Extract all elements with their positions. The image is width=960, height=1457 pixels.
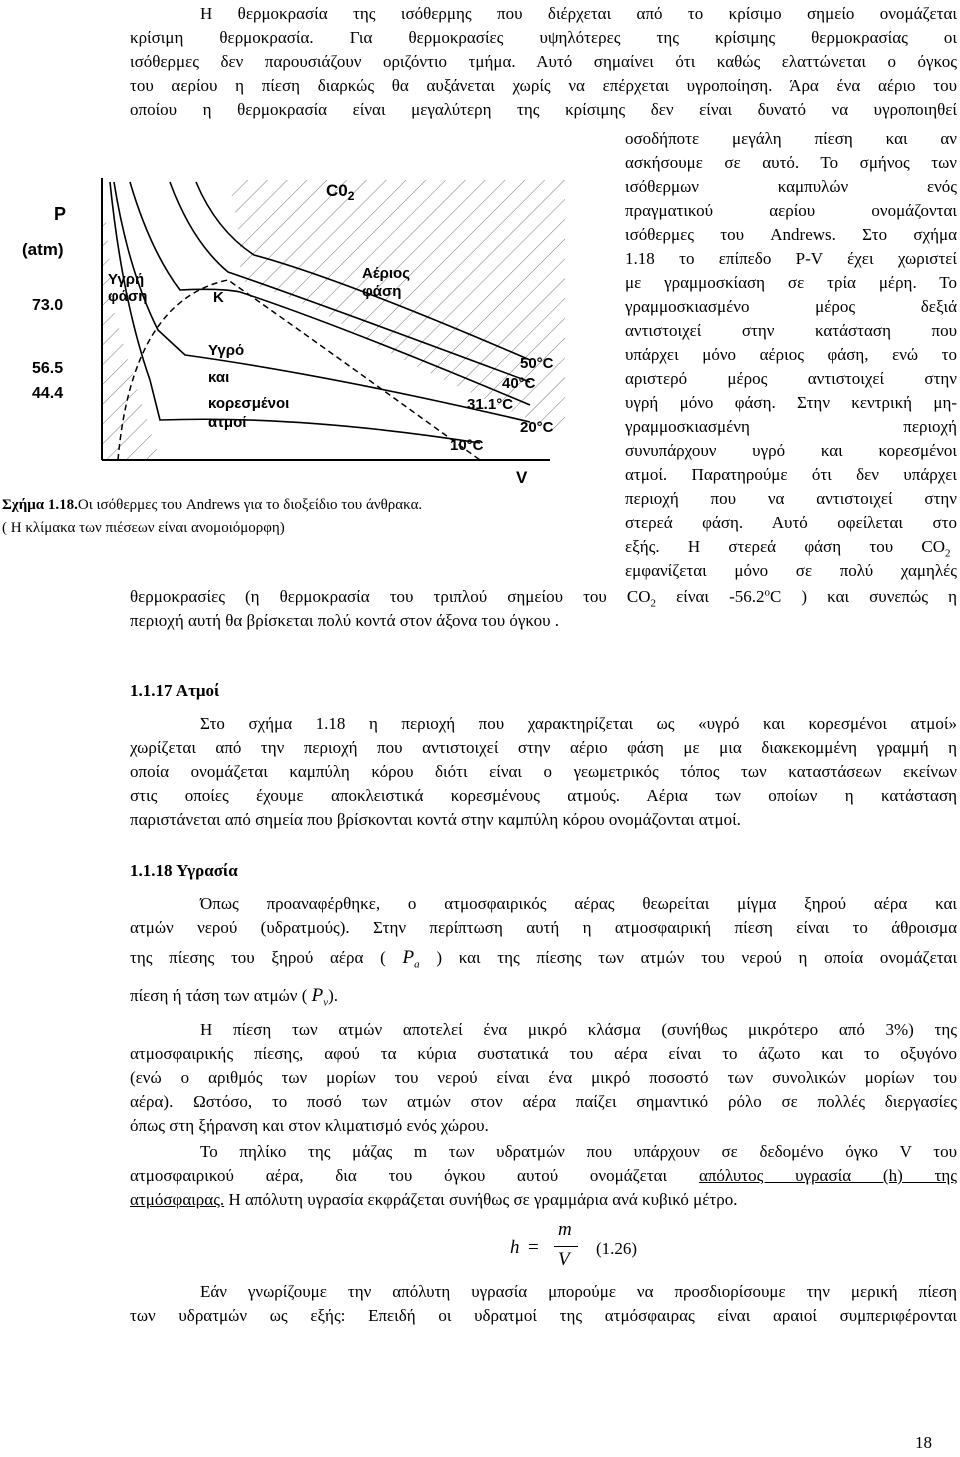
side-line: αριστερό μέρος αντιστοιχεί στην bbox=[625, 369, 957, 388]
paragraph-line: Η θερμοκρασία της ισόθερμης που διέρχεται από το κρίσιμο σημείο ονομάζεται bbox=[200, 4, 957, 23]
subscript: 2 bbox=[650, 597, 657, 610]
text-run: της πίεσης του ξηρού αέρα ( bbox=[130, 948, 386, 967]
side-line: πραγματικού αερίου ονομάζονται bbox=[625, 201, 957, 220]
text-run: Η απόλυτη υγρασία εκφράζεται συνήθως σε γραμμάρια ανά κυβικό μέτρο. bbox=[224, 1190, 738, 1209]
formula-equals: = bbox=[528, 1237, 539, 1258]
paragraph-line bbox=[130, 1188, 737, 1211]
paragraph-line: (ενώ ο αριθμός των μορίων του νερού είναι ένα μικρό ποσοστό των συνολικών μορίων του bbox=[130, 1068, 957, 1087]
side-line: συνυπάρχουν υγρό και κορεσμένοι bbox=[625, 441, 957, 460]
isotherm-label: 20°C bbox=[520, 419, 554, 436]
side-line: ισόθερμων καμπυλών ενός bbox=[625, 177, 957, 196]
axis-v-label: V bbox=[516, 468, 528, 487]
isotherm-label: 40°C bbox=[502, 375, 536, 392]
side-line: γραμμοσκιασμένο μέρος δεξιά bbox=[625, 297, 957, 316]
text-run: ) και της πίεσης των ατμών του νερού η οποία ονομάζεται bbox=[436, 948, 958, 967]
fraction-bar bbox=[554, 1246, 578, 1247]
text-run: ατμοσφαιρικού αέρα, δια του όγκου αυτού ονομάζεται bbox=[130, 1166, 699, 1185]
section-heading: 1.1.18 Υγρασία bbox=[130, 861, 238, 880]
caption-number: Σχήμα 1.18. bbox=[2, 497, 78, 513]
caption-text: Οι ισόθερμες του Andrews για το διοξείδιο του άνθρακα. bbox=[77, 497, 423, 513]
axis-unit-label: (atm) bbox=[22, 240, 64, 259]
tick-label: 73.0 bbox=[32, 297, 64, 314]
paragraph-line: Η πίεση των ατμών αποτελεί ένα μικρό κλάσμα (συνήθως μικρότερο από 3%) της bbox=[200, 1020, 957, 1039]
absolute-humidity-term: απόλυτος υγρασία (h) της bbox=[698, 1166, 957, 1185]
text-run: ). bbox=[328, 986, 339, 1005]
side-line bbox=[625, 535, 957, 558]
mix-label: και bbox=[208, 369, 230, 386]
formula-h: h bbox=[510, 1237, 520, 1258]
section-heading: 1.1.17 Ατμοί bbox=[130, 681, 220, 700]
pressure-symbol: P bbox=[402, 947, 415, 968]
superscript: o bbox=[764, 586, 770, 599]
liquid-region bbox=[102, 220, 160, 460]
paragraph-line bbox=[130, 946, 957, 969]
formula bbox=[510, 1219, 572, 1287]
tick-label: 56.5 bbox=[32, 360, 64, 377]
liquid-phase-label: Υγρή bbox=[108, 271, 145, 288]
paragraph-line: Όπως προαναφέρθηκε, ο ατμοσφαιρικός αέρας θεωρείται μίγμα ξηρού αέρα και bbox=[200, 894, 957, 913]
liquid-phase-label: φάση bbox=[108, 288, 148, 305]
formula-denominator: V bbox=[558, 1249, 570, 1270]
side-line: αντιστοιχεί στην κατάσταση που bbox=[625, 321, 957, 340]
gas-label-subscript: 2 bbox=[347, 189, 355, 203]
text-run: πίεση ή τάση των ατμών ( bbox=[130, 986, 308, 1005]
paragraph-line bbox=[130, 585, 957, 608]
side-line: ασκήσουμε σε αυτό. Το σμήνος των bbox=[625, 153, 957, 172]
mix-label: κορεσμένοι bbox=[208, 395, 290, 412]
paragraph-line: αέρα). Ωστόσο, το ποσό των ατμών στον αέρα παίζει σημαντικό ρόλο σε πολλές διεργασίες bbox=[130, 1092, 957, 1111]
isotherm-label: 10°C bbox=[450, 437, 484, 454]
isotherm-label: 50°C bbox=[520, 355, 554, 372]
side-line-text: εξής. Η στερεά φάση του CO bbox=[625, 537, 945, 556]
side-line: με γραμμοσκίαση σε τρία μέρη. Το bbox=[625, 273, 957, 292]
mix-label: Υγρό bbox=[208, 342, 245, 359]
pressure-symbol: P bbox=[311, 985, 324, 1006]
paragraph-line: ατμοσφαιρικής πίεσης, αφού τα κύρια συστατικά του αέρα είναι το άζωτο και το οξυγόνο bbox=[130, 1044, 957, 1063]
paragraph-line: κρίσιμη θερμοκρασία. Για θερμοκρασίες υψηλότερες της κρίσιμης θερμοκρασίας οι bbox=[130, 28, 957, 47]
paragraph-line bbox=[130, 984, 338, 1007]
text-run: είναι -56.2 bbox=[656, 587, 765, 606]
side-line: ισόθερμες του Andrews. Στο σχήμα bbox=[625, 225, 957, 244]
side-line: ατμοί. Παρατηρούμε ότι δεν υπάρχει bbox=[625, 465, 957, 484]
side-line: οσοδήποτε μεγάλη πίεση και αν bbox=[625, 129, 957, 148]
subscript: v bbox=[323, 996, 329, 1009]
paragraph-line: περιοχή αυτή θα βρίσκεται πολύ κοντά στον άξονα του όγκου . bbox=[130, 611, 560, 630]
side-line: στερεά φάση. Αυτό οφείλεται στο bbox=[625, 513, 957, 532]
paragraph-line: ατμών νερού (υδρατμούς). Στην περίπτωση αυτή η ατμοσφαιρική πίεση είναι το άθροισμα bbox=[130, 918, 957, 937]
paragraph-line bbox=[130, 1164, 957, 1187]
page-number: 18 bbox=[915, 1433, 932, 1452]
side-line: υγρή μόνο φάση. Στην κεντρική μη- bbox=[625, 393, 957, 412]
equation-number: (1.26) bbox=[596, 1239, 638, 1258]
paragraph-line: Το πηλίκο της μάζας m των υδρατμών που υπάρχουν σε δεδομένο όγκο V του bbox=[200, 1142, 957, 1161]
text-run: θερμοκρασίες (η θερμοκρασία του τριπλού σημείου του CO bbox=[130, 587, 651, 606]
paragraph-line: παριστάνεται από σημεία που βρίσκονται κοντά στην καμπύλη κόρου ονομάζονται ατμοί. bbox=[130, 810, 741, 829]
tick-label: 44.4 bbox=[32, 385, 64, 402]
paragraph-line: στις οποίες έχουμε αποκλειστικά κορεσμένους ατμούς. Αέρια των οποίων η κατάσταση bbox=[130, 786, 957, 805]
figure-caption bbox=[2, 497, 422, 514]
side-line: 1.18 το επίπεδο P-V έχει χωριστεί bbox=[625, 249, 957, 268]
mix-label: ατμοί bbox=[208, 414, 247, 431]
side-line: περιοχή που να αντιστοιχεί στην bbox=[625, 489, 957, 508]
paragraph-line: οποία ονομάζεται καμπύλη κόρου διότι είναι ο γεωμετρικός τόπος των καταστάσεων εκείνων bbox=[130, 762, 957, 781]
paragraph-line: οποίου η θερμοκρασία είναι μεγαλύτερη της κρίσιμης δεν είναι δυνατό να υγροποιηθεί bbox=[130, 100, 957, 119]
side-line: υπάρχει μόνο αέριος φάση, ενώ το bbox=[625, 345, 957, 364]
side-line: εμφανίζεται μόνο σε πολύ χαμηλές bbox=[625, 561, 957, 580]
paragraph-line: όπως στη ξήρανση και στον κλιματισμό ενός χώρου. bbox=[130, 1116, 489, 1135]
paragraph-line: Εάν γνωρίζουμε την απόλυτη υγρασία μπορούμε να προσδιορίσουμε την μερική πίεση bbox=[200, 1282, 957, 1301]
gas-label-text: C0 bbox=[326, 181, 348, 200]
subscript: a bbox=[414, 958, 420, 971]
gas-phase-label: φάση bbox=[362, 283, 402, 300]
subscript: 2 bbox=[945, 547, 951, 560]
axis-p-label: P bbox=[54, 204, 67, 224]
gas-phase-label: Αέριος bbox=[362, 265, 411, 282]
paragraph-line: του αερίου η πίεση διαρκώς θα αυξάνεται χωρίς να επέρχεται υγροποίηση. Άρα ένα αέριο του bbox=[130, 76, 957, 95]
figure-caption-note: ( Η κλίμακα των πιέσεων είναι ανομοιόμορφη) bbox=[2, 520, 285, 536]
formula-numerator: m bbox=[558, 1219, 572, 1240]
paragraph-line: των υδρατμών ως εξής: Επειδή οι υδρατμοί της ατμόσφαιρας είναι αραιοί συμπεριφέρονται bbox=[130, 1306, 957, 1325]
isotherm-label: 31.1°C bbox=[467, 396, 514, 413]
paragraph-line: χωρίζεται από την περιοχή που αντιστοιχεί στην αέριο φάση με μια διακεκομμένη γραμμή η bbox=[130, 738, 957, 757]
paragraph-line: Στο σχήμα 1.18 η περιοχή που χαρακτηρίζεται ως «υγρό και κορεσμένοι ατμοί» bbox=[200, 714, 957, 733]
text-run: C ) και συνεπώς η bbox=[770, 587, 957, 606]
absolute-humidity-term: ατμόσφαιρας. bbox=[130, 1190, 225, 1209]
paragraph-line: ισόθερμες δεν παρουσιάζουν οριζόντιο τμήμα. Αυτό σημαίνει ότι καθώς ελαττώνεται ο όγκος bbox=[130, 52, 957, 71]
side-line: γραμμοσκιασμένη περιοχή bbox=[625, 417, 957, 436]
andrews-isotherms-figure bbox=[10, 160, 570, 495]
critical-point-label: K bbox=[213, 289, 224, 306]
